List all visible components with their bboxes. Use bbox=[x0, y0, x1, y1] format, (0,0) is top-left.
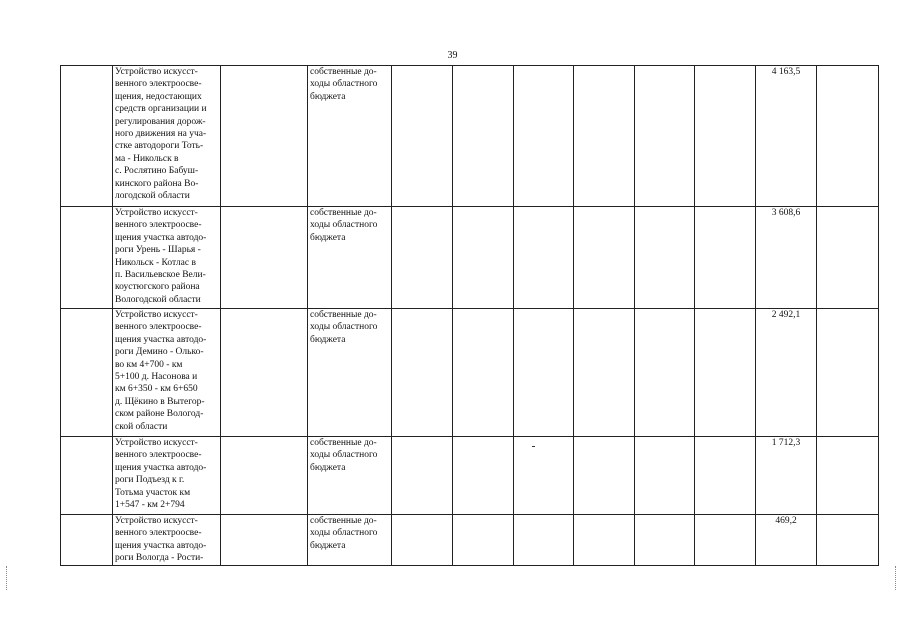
empty-cell bbox=[635, 207, 695, 309]
object-name-line: венного электроосве- bbox=[115, 528, 202, 539]
object-name-cell bbox=[113, 437, 221, 515]
empty-cell bbox=[392, 437, 453, 515]
empty-cell bbox=[635, 309, 695, 437]
empty-cell bbox=[817, 437, 879, 515]
table-row bbox=[61, 437, 879, 515]
empty-cell bbox=[695, 66, 756, 207]
amount-cell: 3 608,6 bbox=[756, 207, 817, 309]
object-name-line: Устройство искусст- bbox=[115, 438, 198, 448]
object-name-line: коустюгского района bbox=[115, 282, 200, 293]
funding-source-line: ходы областного bbox=[310, 528, 378, 539]
object-name-cell bbox=[113, 66, 221, 207]
object-name-line: 1+547 - км 2+794 bbox=[115, 500, 185, 511]
funding-source-line: бюджета bbox=[310, 334, 346, 345]
row-index-cell bbox=[61, 207, 113, 309]
row-index-cell bbox=[61, 309, 113, 437]
object-name-line: ской области bbox=[115, 421, 168, 432]
object-name-line: Устройство искусст- bbox=[115, 208, 198, 218]
object-name-cell bbox=[113, 515, 221, 566]
table-body bbox=[61, 66, 879, 566]
object-name-line: роги Урень - Шарья - bbox=[115, 245, 201, 256]
empty-cell bbox=[514, 515, 574, 566]
row-index-cell bbox=[61, 515, 113, 566]
budget-table bbox=[60, 65, 879, 566]
object-name-line: д. Щёкино в Вытегор- bbox=[115, 396, 205, 407]
empty-cell bbox=[817, 66, 879, 207]
empty-cell bbox=[392, 66, 453, 207]
funding-source-cell bbox=[308, 66, 392, 207]
funding-source-line: собственные до- bbox=[310, 310, 377, 320]
object-name-line: кинского района Во- bbox=[115, 178, 199, 189]
stray-mark bbox=[532, 446, 535, 447]
object-name-line: Тотьма участок км bbox=[115, 487, 191, 498]
empty-cell bbox=[695, 207, 756, 309]
funding-source-cell bbox=[308, 515, 392, 566]
empty-cell bbox=[574, 515, 635, 566]
empty-cell bbox=[574, 309, 635, 437]
table-row bbox=[61, 207, 879, 309]
amount-cell: 4 163,5 bbox=[756, 66, 817, 207]
left-edge-dots bbox=[6, 566, 9, 590]
amount-cell: 469,2 bbox=[756, 515, 817, 566]
object-name-line: ного движения на уча- bbox=[115, 129, 207, 140]
object-name-line: регулирования дорож- bbox=[115, 116, 206, 127]
empty-cell bbox=[453, 437, 514, 515]
object-name-cell bbox=[113, 207, 221, 309]
table-row bbox=[61, 66, 879, 207]
object-name-line: венного электроосве- bbox=[115, 322, 202, 333]
empty-cell bbox=[635, 437, 695, 515]
object-name-line: щения участка автодо- bbox=[115, 462, 207, 473]
empty-cell bbox=[574, 207, 635, 309]
object-name-line: венного электроосве- bbox=[115, 450, 202, 461]
object-name-line: Вологодской области bbox=[115, 294, 201, 305]
object-name-line: Устройство искусст- bbox=[115, 516, 198, 526]
object-name-line: ском районе Вологод- bbox=[115, 409, 204, 420]
object-name-line: с. Рослятино Бабуш- bbox=[115, 166, 199, 177]
object-name-line: км 6+350 - км 6+650 bbox=[115, 384, 198, 395]
funding-source-line: ходы областного bbox=[310, 220, 378, 231]
empty-cell bbox=[695, 309, 756, 437]
empty-cell bbox=[695, 515, 756, 566]
funding-source-line: бюджета bbox=[310, 462, 346, 473]
object-name-line: венного электроосве- bbox=[115, 220, 202, 231]
object-name-line: стке автодороги Тоть- bbox=[115, 141, 204, 152]
empty-cell bbox=[817, 207, 879, 309]
object-name-line: щения участка автодо- bbox=[115, 334, 207, 345]
funding-source-line: бюджета bbox=[310, 232, 346, 243]
object-name-line: ма - Никольск в bbox=[115, 153, 179, 164]
funding-source-line: собственные до- bbox=[310, 208, 377, 218]
object-name-line: роги Подъезд к г. bbox=[115, 475, 185, 486]
empty-cell bbox=[221, 437, 308, 515]
table-row bbox=[61, 309, 879, 437]
empty-cell bbox=[695, 437, 756, 515]
object-name-line: Устройство искусст- bbox=[115, 310, 198, 320]
empty-cell bbox=[221, 515, 308, 566]
table-row bbox=[61, 515, 879, 566]
amount-cell: 1 712,3 bbox=[756, 437, 817, 515]
empty-cell bbox=[453, 309, 514, 437]
empty-cell bbox=[514, 309, 574, 437]
funding-source-line: ходы областного bbox=[310, 322, 378, 333]
object-name-line: средств организации и bbox=[115, 104, 207, 115]
row-index-cell bbox=[61, 437, 113, 515]
funding-source-line: бюджета bbox=[310, 540, 346, 551]
right-edge-dots bbox=[895, 566, 898, 590]
empty-cell bbox=[392, 515, 453, 566]
object-name-line: Устройство искусст- bbox=[115, 67, 198, 77]
empty-cell bbox=[574, 437, 635, 515]
funding-source-line: ходы областного bbox=[310, 450, 378, 461]
empty-cell bbox=[221, 309, 308, 437]
empty-cell bbox=[453, 207, 514, 309]
empty-cell bbox=[817, 309, 879, 437]
funding-source-cell bbox=[308, 309, 392, 437]
object-name-line: венного электроосве- bbox=[115, 79, 202, 90]
empty-cell bbox=[635, 66, 695, 207]
object-name-line: щения участка автодо- bbox=[115, 232, 207, 243]
page-number: 39 bbox=[447, 50, 458, 61]
object-name-line: логодской области bbox=[115, 191, 190, 202]
object-name-cell bbox=[113, 309, 221, 437]
object-name-line: роги Вологда - Рости- bbox=[115, 553, 204, 564]
empty-cell bbox=[453, 515, 514, 566]
empty-cell bbox=[392, 207, 453, 309]
empty-cell bbox=[574, 66, 635, 207]
row-index-cell bbox=[61, 66, 113, 207]
empty-cell bbox=[635, 515, 695, 566]
object-name-line: 5+100 д. Насонова и bbox=[115, 372, 198, 383]
funding-source-line: собственные до- bbox=[310, 67, 377, 77]
object-name-line: щения участка автодо- bbox=[115, 540, 207, 551]
object-name-line: роги Демино - Олько- bbox=[115, 347, 204, 358]
empty-cell bbox=[514, 437, 574, 515]
empty-cell bbox=[514, 207, 574, 309]
empty-cell bbox=[221, 207, 308, 309]
object-name-line: щения, недостающих bbox=[115, 91, 202, 102]
funding-source-cell bbox=[308, 437, 392, 515]
funding-source-line: собственные до- bbox=[310, 516, 377, 526]
object-name-line: Никольск - Котлас в bbox=[115, 257, 196, 268]
empty-cell bbox=[514, 66, 574, 207]
empty-cell bbox=[817, 515, 879, 566]
object-name-line: во км 4+700 - км bbox=[115, 359, 183, 370]
funding-source-line: ходы областного bbox=[310, 79, 378, 90]
amount-cell: 2 492,1 bbox=[756, 309, 817, 437]
funding-source-line: собственные до- bbox=[310, 438, 377, 448]
object-name-line: п. Васильевское Вели- bbox=[115, 270, 206, 281]
empty-cell bbox=[221, 66, 308, 207]
empty-cell bbox=[453, 66, 514, 207]
empty-cell bbox=[392, 309, 453, 437]
funding-source-cell bbox=[308, 207, 392, 309]
funding-source-line: бюджета bbox=[310, 91, 346, 102]
